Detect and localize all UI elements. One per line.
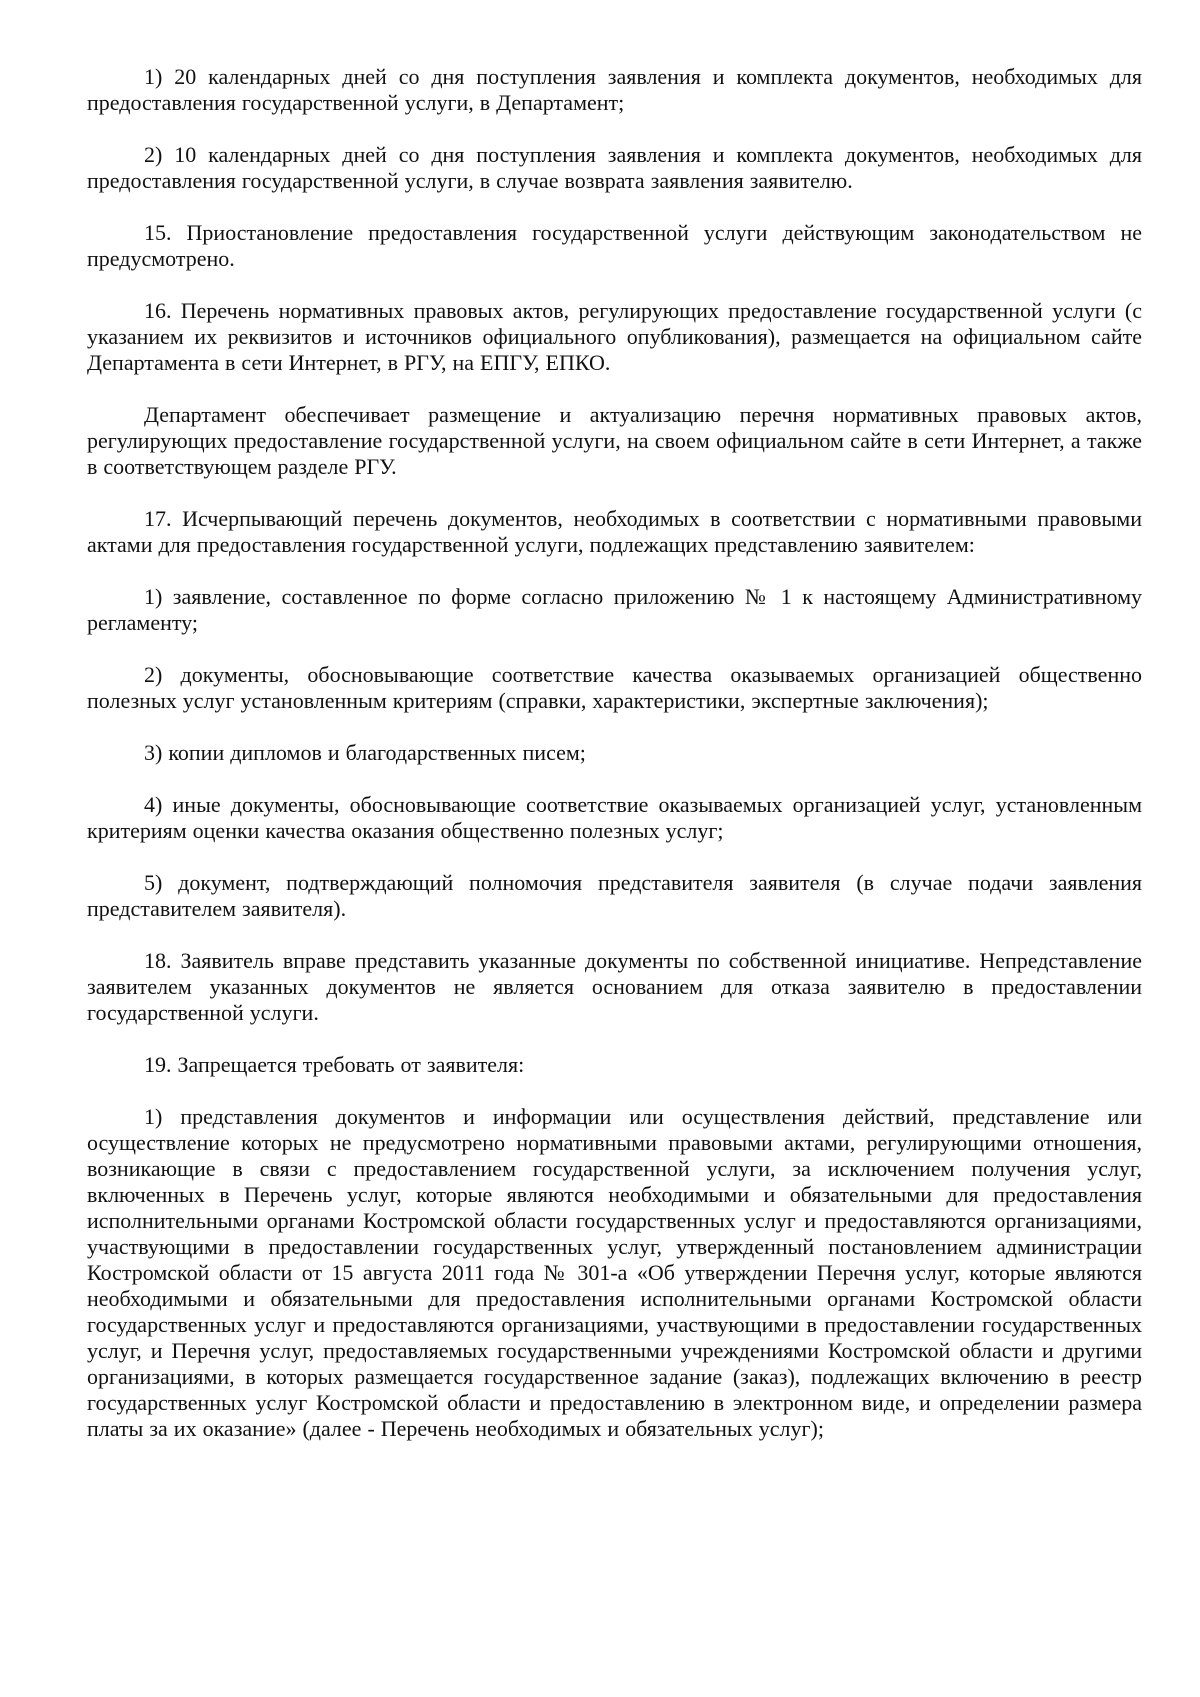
paragraph-section-18: 18. Заявитель вправе представить указанные документы по собственной инициативе. Непредставление заявителем указанных документов не является основанием для отказа заявителю в предоставлении государственной услуги. (87, 948, 1142, 1025)
paragraph-item-14-2: 2) 10 календарных дней со дня поступления заявления и комплекта документов, необходимых для предоставления государственной услуги, в случае возврата заявления заявителю. (87, 142, 1142, 193)
paragraph-item-17-5: 5) документ, подтверждающий полномочия представителя заявителя (в случае подачи заявления представителем заявителя). (87, 870, 1142, 921)
paragraph-section-16: 16. Перечень нормативных правовых актов, регулирующих предоставление государственной услуги (с указанием их реквизитов и источников официального опубликования), размещается на официальном сайте Департамента в сети Интернет, в РГУ, на ЕПГУ, ЕПКО. (87, 298, 1142, 375)
paragraph-section-17: 17. Исчерпывающий перечень документов, необходимых в соответствии с нормативными правовыми актами для предоставления государственной услуги, подлежащих представлению заявителем: (87, 506, 1142, 557)
document-page (87, 64, 1142, 1442)
paragraph-item-17-1: 1) заявление, составленное по форме согласно приложению № 1 к настоящему Административному регламенту; (87, 584, 1142, 635)
paragraph-department-duty: Департамент обеспечивает размещение и актуализацию перечня нормативных правовых актов, регулирующих предоставление государственной услуги, на своем официальном сайте в сети Интернет, а также в соответствующем разделе РГУ. (87, 402, 1142, 479)
paragraph-item-17-2: 2) документы, обосновывающие соответствие качества оказываемых организацией общественно полезных услуг установленным критериям (справки, характеристики, экспертные заключения); (87, 662, 1142, 713)
paragraph-item-14-1: 1) 20 календарных дней со дня поступления заявления и комплекта документов, необходимых для предоставления государственной услуги, в Департамент; (87, 64, 1142, 115)
paragraph-section-15: 15. Приостановление предоставления государственной услуги действующим законодательством не предусмотрено. (87, 220, 1142, 271)
paragraph-item-19-1: 1) представления документов и информации или осуществления действий, представление или осуществление которых не предусмотрено нормативными правовыми актами, регулирующими отношения, возникающие в связи с предоставлением государственной услуги, за исключением получения услуг, включенных в Перечень услуг, которые являются необходимыми и обязательными для предоставления исполнительными органами Костромской области государственных услуг и предоставляются организациями, участвующими в предоставлении государственных услуг, утвержденный постановлением администрации Костромской области от 15 августа 2011 года № 301-а «Об утверждении Перечня услуг, которые являются необходимыми и обязательными для предоставления исполнительными органами Костромской области государственных услуг и предоставляются организациями, участвующими в предоставлении государственных услуг, и Перечня услуг, предоставляемых государственными учреждениями Костромской области и другими организациями, в которых размещается государственное задание (заказ), подлежащих включению в реестр государственных услуг Костромской области и предоставлению в электронном виде, и определении размера платы за их оказание» (далее - Перечень необходимых и обязательных услуг); (87, 1104, 1142, 1441)
paragraph-item-17-3: 3) копии дипломов и благодарственных писем; (144, 740, 586, 765)
paragraph-section-19: 19. Запрещается требовать от заявителя: (144, 1052, 525, 1077)
paragraph-item-17-4: 4) иные документы, обосновывающие соответствие оказываемых организацией услуг, установленным критериям оценки качества оказания общественно полезных услуг; (87, 792, 1142, 843)
